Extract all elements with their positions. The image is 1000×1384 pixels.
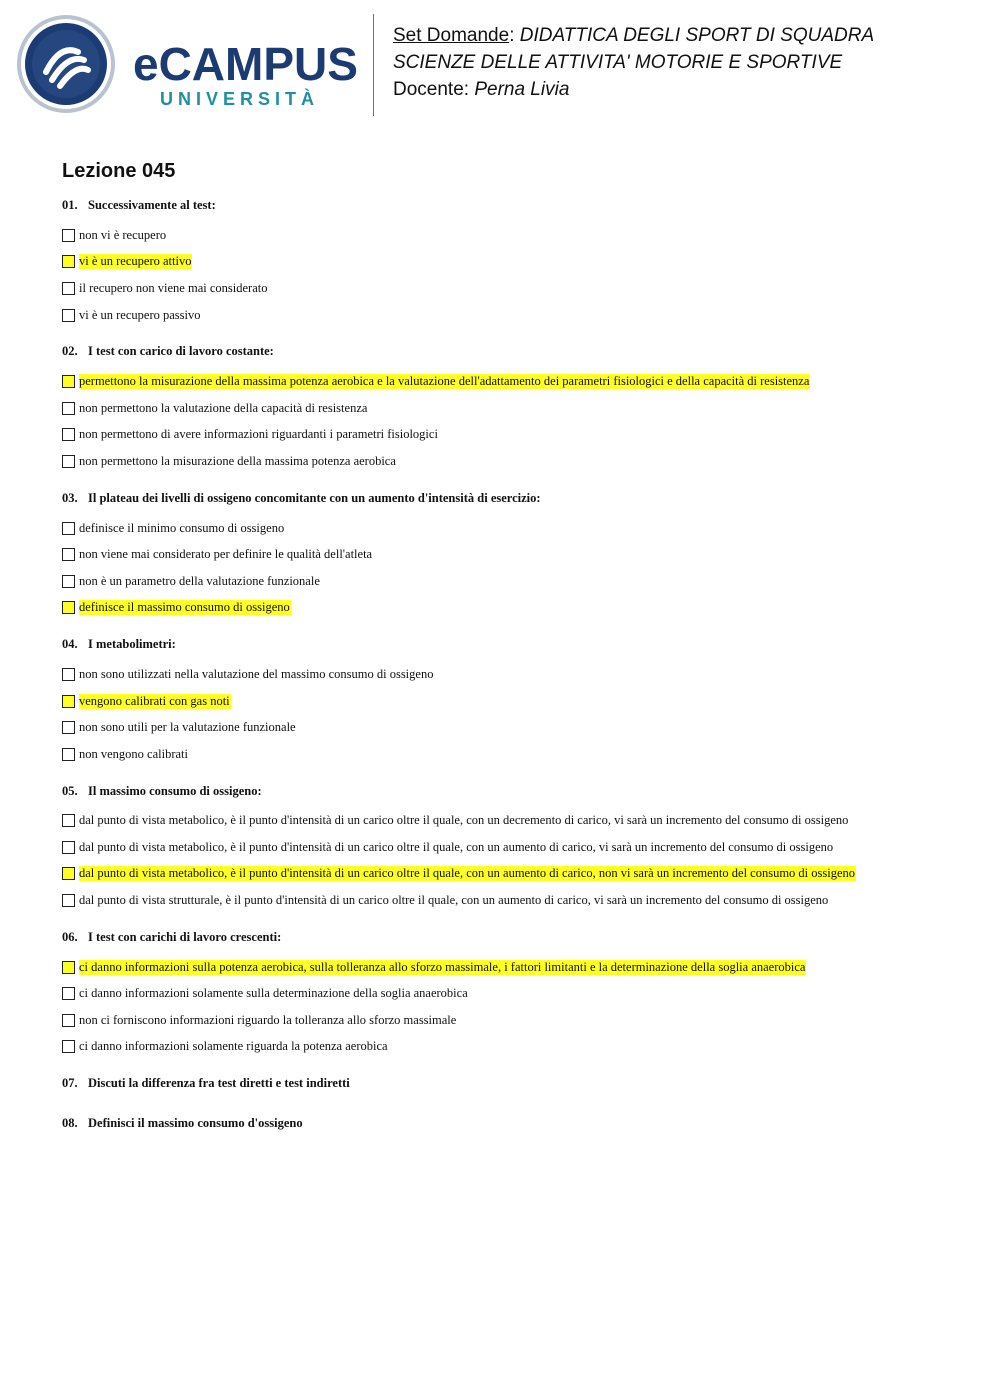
checkbox[interactable] [62,961,75,974]
question-number: 02. [62,344,78,359]
question-block [62,489,962,635]
checkbox[interactable] [62,668,75,681]
question-text: I metabolimetri: [88,637,176,652]
question-text: Definisci il massimo consumo d'ossigeno [88,1116,303,1131]
answer-option[interactable] [62,422,962,449]
docente-name: Perna Livia [474,79,570,100]
checkbox[interactable] [62,375,75,388]
answer-option[interactable] [62,808,962,835]
question-block [62,196,962,342]
answer-option-correct[interactable] [62,249,962,276]
set-label: Set Domande [393,25,510,46]
question-number: 06. [62,929,78,944]
question-title [62,489,962,507]
question-spacer [62,328,962,342]
question-spacer [62,914,962,928]
checkbox[interactable] [62,841,75,854]
checkbox[interactable] [62,309,75,322]
answer-text: non è un parametro della valutazione funzionale [79,573,320,588]
answer-text: non vengono calibrati [79,746,188,761]
checkbox[interactable] [62,522,75,535]
question-title [62,928,962,946]
answer-text: non permettono la valutazione della capacità di resistenza [79,400,368,415]
ecampus-emblem-icon [16,14,116,114]
answer-option-correct[interactable] [62,861,962,888]
ecampus-logo: eCAMPUS [133,38,358,90]
checkbox[interactable] [62,695,75,708]
answer-text: ci danno informazioni solamente riguarda la potenza aerobica [79,1039,388,1054]
answer-text: vi è un recupero passivo [79,307,201,322]
checkbox[interactable] [62,1014,75,1027]
answer-option[interactable] [62,448,962,475]
answer-text: ci danno informazioni sulla potenza aerobica, sulla tolleranza allo sforzo massimale, i fattori limitanti e la determinazione della soglia anaerobica [79,959,806,974]
question-text: Il massimo consumo di ossigeno: [88,783,262,798]
answer-option-correct[interactable] [62,368,962,395]
answer-option[interactable] [62,302,962,329]
lesson-title: Lezione 045 [62,160,176,182]
checkbox[interactable] [62,1040,75,1053]
question-number: 07. [62,1076,78,1091]
question-number: 04. [62,637,78,652]
checkbox[interactable] [62,428,75,441]
answer-text: non permettono di avere informazioni riguardanti i parametri fisiologici [79,427,438,442]
answer-option[interactable] [62,1007,962,1034]
checkbox[interactable] [62,282,75,295]
question-number: 01. [62,198,78,212]
answer-option[interactable] [62,568,962,595]
checkbox[interactable] [62,814,75,827]
question-title [62,342,962,360]
question-spacer [62,1060,962,1074]
question-block [62,1074,962,1114]
ecampus-logo-subtitle: UNIVERSITÀ [160,89,320,109]
question-title [62,782,962,800]
answer-text: definisce il minimo consumo di ossigeno [79,520,285,535]
answer-text: non ci forniscono informazioni riguardo la tolleranza allo sforzo massimale [79,1012,457,1027]
question-block [62,1114,962,1154]
question-block [62,342,962,488]
question-text: Successivamente al test: [88,198,216,212]
question-block [62,782,962,928]
docente-label: Docente: [393,79,470,100]
question-number: 08. [62,1116,78,1131]
checkbox[interactable] [62,402,75,415]
answer-option[interactable] [62,541,962,568]
answer-text: definisce il massimo consumo di ossigeno [79,600,290,615]
answer-option-correct[interactable] [62,595,962,622]
question-list [62,196,962,1154]
answer-text: vengono calibrati con gas noti [79,693,230,708]
question-block [62,928,962,1074]
course-info: Set Domande: DIDATTICA DEGLI SPORT DI SQUADRA SCIENZE DELLE ATTIVITA' MOTORIE E SPORTIVE Docente: Perna Livia [393,25,875,100]
answer-text: non sono utilizzati nella valutazione del massimo consumo di ossigeno [79,666,434,681]
answer-option[interactable] [62,515,962,542]
question-spacer [62,621,962,635]
answer-text: non viene mai considerato per definire le qualità dell'atleta [79,547,373,562]
checkbox[interactable] [62,894,75,907]
answer-option[interactable] [62,714,962,741]
answer-option[interactable] [62,661,962,688]
checkbox[interactable] [62,721,75,734]
question-title [62,1114,962,1132]
answer-option[interactable] [62,887,962,914]
question-number: 03. [62,490,78,505]
answer-text: non vi è recupero [79,227,167,242]
answer-option[interactable] [62,275,962,302]
checkbox[interactable] [62,229,75,242]
answer-text: dal punto di vista metabolico, è il punto d'intensità di un carico oltre il quale, con un aumento di carico, non vi sarà un incremento del consumo di ossigeno [79,866,856,881]
answer-option[interactable] [62,980,962,1007]
question-block [62,635,962,781]
answer-option[interactable] [62,834,962,861]
answer-text: permettono la misurazione della massima potenza aerobica e la valutazione dell'adattamento dei parametri fisiologici e della capacità di resistenza [79,374,810,389]
question-text: I test con carichi di lavoro crescenti: [88,929,282,944]
answer-text: non permettono la misurazione della massima potenza aerobica [79,453,396,468]
answer-text: non sono utili per la valutazione funzionale [79,720,296,735]
answer-text: il recupero non viene mai considerato [79,280,268,295]
question-title [62,1074,962,1092]
question-text: Il plateau dei livelli di ossigeno concomitante con un aumento d'intensità di esercizio: [88,490,541,505]
header-divider [373,14,374,116]
question-text: Discuti la differenza fra test diretti e test indiretti [88,1076,350,1091]
checkbox[interactable] [62,575,75,588]
question-spacer [62,1140,962,1154]
answer-option-correct[interactable] [62,954,962,981]
checkbox[interactable] [62,867,75,880]
answer-text: dal punto di vista metabolico, è il punto d'intensità di un carico oltre il quale, con un aumento di carico, vi sarà un incremento del consumo di ossigeno [79,839,834,854]
question-number: 05. [62,783,78,798]
answer-text: vi è un recupero attivo [79,254,192,269]
checkbox[interactable] [62,455,75,468]
answer-text: dal punto di vista strutturale, è il punto d'intensità di un carico oltre il quale, con un aumento di carico, vi sarà un incremento del consumo di ossigeno [79,893,829,908]
answer-option[interactable] [62,741,962,768]
course-title: DIDATTICA DEGLI SPORT DI SQUADRA [519,25,875,46]
checkbox[interactable] [62,601,75,614]
question-spacer [62,475,962,489]
degree-title: SCIENZE DELLE ATTIVITA' MOTORIE E SPORTIVE [393,52,843,73]
question-spacer [62,768,962,782]
answer-option[interactable] [62,395,962,422]
answer-text: ci danno informazioni solamente sulla determinazione della soglia anaerobica [79,986,468,1001]
answer-text: dal punto di vista metabolico, è il punto d'intensità di un carico oltre il quale, con un decremento di carico, vi sarà un incremento del consumo di ossigeno [79,813,849,828]
question-title [62,196,962,214]
answer-option[interactable] [62,222,962,249]
checkbox[interactable] [62,987,75,1000]
checkbox[interactable] [62,255,75,268]
question-text: I test con carico di lavoro costante: [88,344,274,359]
checkbox[interactable] [62,748,75,761]
checkbox[interactable] [62,548,75,561]
answer-option[interactable] [62,1034,962,1061]
answer-option-correct[interactable] [62,688,962,715]
question-title [62,635,962,653]
document-header [0,0,1000,130]
question-spacer [62,1100,962,1114]
